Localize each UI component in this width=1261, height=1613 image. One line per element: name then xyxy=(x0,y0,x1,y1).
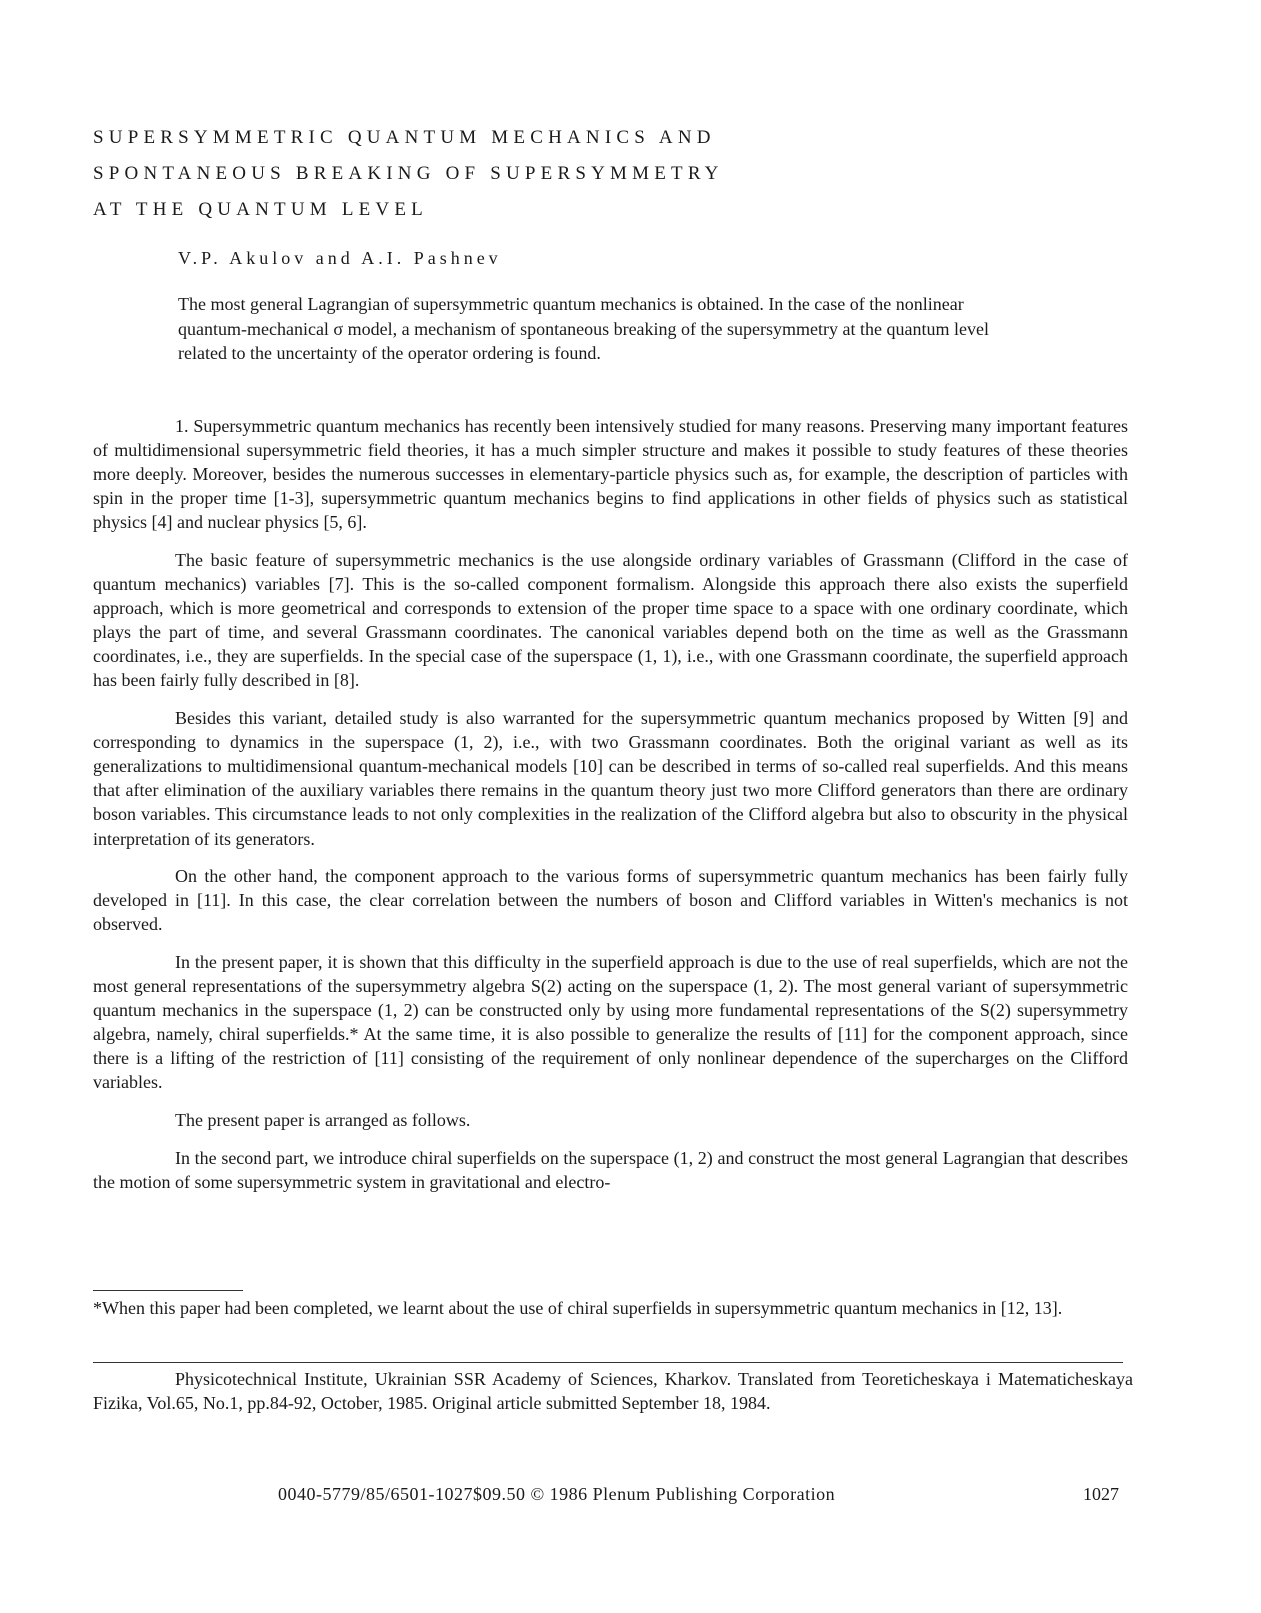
affiliation xyxy=(93,1367,1133,1415)
paragraph: The present paper is arranged as follows. xyxy=(175,1109,471,1130)
paragraph: On the other hand, the component approach to the various forms of supersymmetric quantum mechanics has been fairly fully developed in [11]. In this case, the clear correlation between the numbers of boson and Clifford variables in Witten's mechanics is not observed. xyxy=(93,866,1128,935)
paragraph: In the second part, we introduce chiral superfields on the superspace (1, 2) and construct the most general Lagrangian that describes the motion of some supersymmetric system in gravitational and electro- xyxy=(93,1147,1128,1192)
author-list: V.P. Akulov and A.I. Pashnev xyxy=(178,248,502,268)
paragraph: Besides this variant, detailed study is also warranted for the supersymmetric quantum mechanics proposed by Witten [9] and corresponding to dynamics in the superspace (1, 2), i.e., with two Grassmann coordinates. Both the original variant as well as its generalizations to multidimensional quantum-mechanical models [10] can be described in terms of so-called real superfields. And this means that after elimination of the auxiliary variables there remains in the quantum theory just two more Clifford generators than there are ordinary boson variables. This circumstance leads to not only complexities in the realization of the Clifford algebra but also to obscurity in the physical interpretation of its generators. xyxy=(93,708,1128,849)
paragraph: The basic feature of supersymmetric mechanics is the use alongside ordinary variables of Grassmann (Clifford in the case of quantum mechanics) variables [7]. This is the so-called component formalism. Alongside this approach there also exists the superfield approach, which is more geometrical and corresponds to extension of the proper time space to a space with one ordinary coordinate, which plays the part of time, and several Grassmann coordinates. The canonical variables depend both on the time as well as the Grassmann coordinates, i.e., they are superfields. In the special case of the superspace (1, 1), i.e., with one Grassmann coordinate, the superfield approach has been fairly fully described in [8]. xyxy=(93,549,1128,691)
paragraph: In the present paper, it is shown that this difficulty in the superfield approach is due to the use of real superfields, which are not the most general representations of the supersymmetry algebra S(2) acting on the superspace (1, 2). The most general variant of supersymmetric quantum mechanics in the superspace (1, 2) can be constructed only by using more fundamental representations of the S(2) supersymmetry algebra, namely, chiral superfields.* At the same time, it is also possible to generalize the results of [11] for the component approach, since there is a lifting of the restriction of [11] consisting of the requirement of only nonlinear dependence of the supercharges on the Clifford variables. xyxy=(93,951,1128,1093)
abstract xyxy=(178,292,998,366)
affiliation-text: Physicotechnical Institute, Ukrainian SSR Academy of Sciences, Kharkov. Translated from Teoreticheskaya i Matematicheskaya Fizika, Vol.65, No.1, pp.84-92, October, 1985. Original article submitted September 18, 1984. xyxy=(93,1369,1133,1413)
title-line-2: SPONTANEOUS BREAKING OF SUPERSYMMETRY xyxy=(93,163,724,184)
abstract-text: The most general Lagrangian of supersymmetric quantum mechanics is obtained. In the case of the nonlinear quantum-mechanical σ model, a mechanism of spontaneous breaking of the supersymmetry at the quantum level related to the uncertainty of the operator ordering is found. xyxy=(178,294,989,363)
footnote-text: *When this paper had been completed, we learnt about the use of chiral superfields in supersymmetric quantum mechanics in [12, 13]. xyxy=(93,1298,1063,1318)
title-line-1: SUPERSYMMETRIC QUANTUM MECHANICS AND xyxy=(93,127,716,148)
copyright-line: 0040-5779/85/6501-1027$09.50 © 1986 Plenum Publishing Corporation xyxy=(278,1484,836,1504)
page-number: 1027 xyxy=(1083,1484,1119,1504)
affiliation-divider xyxy=(93,1362,1123,1363)
footnote xyxy=(93,1296,1128,1320)
paragraph: 1. Supersymmetric quantum mechanics has recently been intensively studied for many reasons. Preserving many important features of multidimensional supersymmetric field theories, it has a much simpler structure and makes it possible to study features of these theories more deeply. Moreover, besides the numerous successes in elementary-particle physics such as, for example, the description of particles with spin in the proper time [1-3], supersymmetric quantum mechanics begins to find applications in other fields of physics such as statistical physics [4] and nuclear physics [5, 6]. xyxy=(93,416,1128,533)
footnote-divider xyxy=(93,1290,243,1291)
body-text xyxy=(93,414,1128,1207)
title-line-3: AT THE QUANTUM LEVEL xyxy=(93,199,428,220)
